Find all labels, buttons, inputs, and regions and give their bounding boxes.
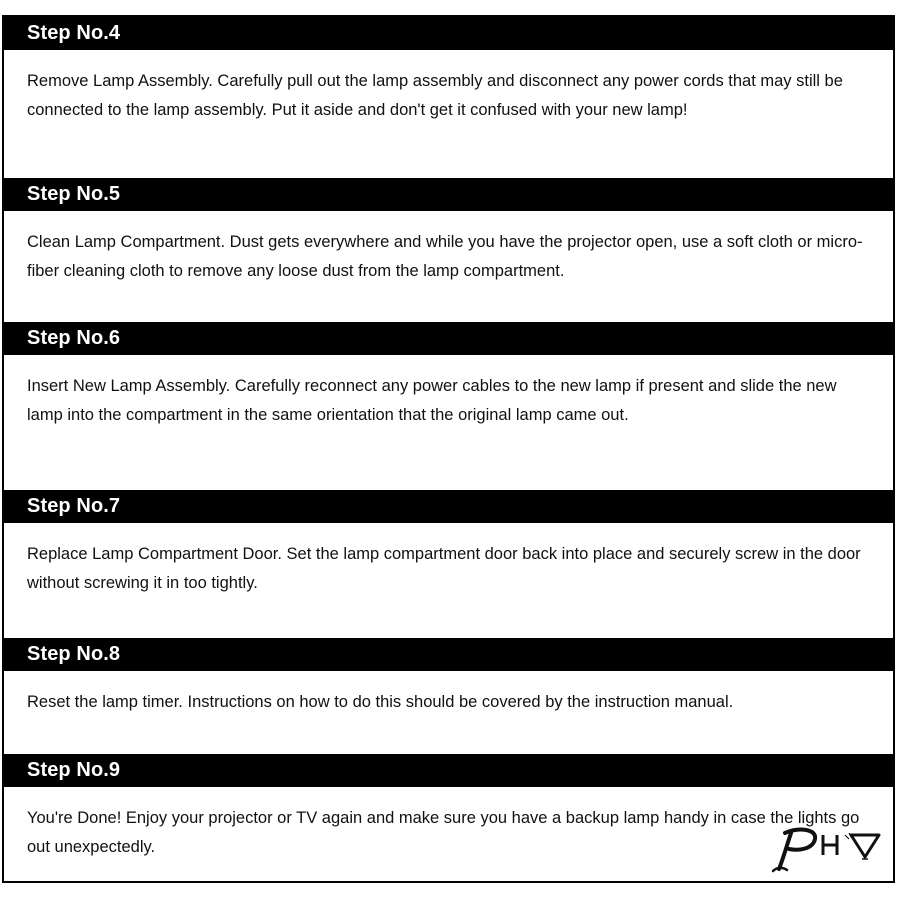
step-5-title: Step No.5 bbox=[4, 178, 893, 211]
step-4-title: Step No.4 bbox=[4, 17, 893, 50]
instructions-frame bbox=[2, 15, 895, 883]
step-7-section bbox=[4, 490, 893, 597]
step-7-title: Step No.7 bbox=[4, 490, 893, 523]
step-6-section bbox=[4, 322, 893, 429]
step-6-text: Insert New Lamp Assembly. Carefully reconnect any power cables to the new lamp if present and slide the new lamp into the compartment in the same orientation that the original lamp came out. bbox=[27, 377, 837, 424]
step-9-text: You're Done! Enjoy your projector or TV again and make sure you have a backup lamp handy in case the lights go out unexpectedly. bbox=[27, 809, 860, 856]
step-5-text: Clean Lamp Compartment. Dust gets everywhere and while you have the projector open, use a soft cloth or micro-fiber cleaning cloth to remove any loose dust from the lamp compartment. bbox=[27, 233, 863, 280]
pho-logo-icon bbox=[765, 823, 885, 875]
step-4-section bbox=[4, 17, 893, 124]
step-8-text: Reset the lamp timer. Instructions on how to do this should be covered by the instruction manual. bbox=[27, 693, 734, 711]
step-4-text: Remove Lamp Assembly. Carefully pull out the lamp assembly and disconnect any power cords that may still be connected to the lamp assembly. Put it aside and don't get it confused with your new lamp! bbox=[27, 72, 843, 119]
step-9-section bbox=[4, 754, 893, 861]
step-7-text: Replace Lamp Compartment Door. Set the lamp compartment door back into place and securely screw in the door without screwing it in too tightly. bbox=[27, 545, 861, 592]
step-9-title: Step No.9 bbox=[4, 754, 893, 787]
step-5-section bbox=[4, 178, 893, 285]
step-6-title: Step No.6 bbox=[4, 322, 893, 355]
step-8-section bbox=[4, 638, 893, 717]
step-8-title: Step No.8 bbox=[4, 638, 893, 671]
